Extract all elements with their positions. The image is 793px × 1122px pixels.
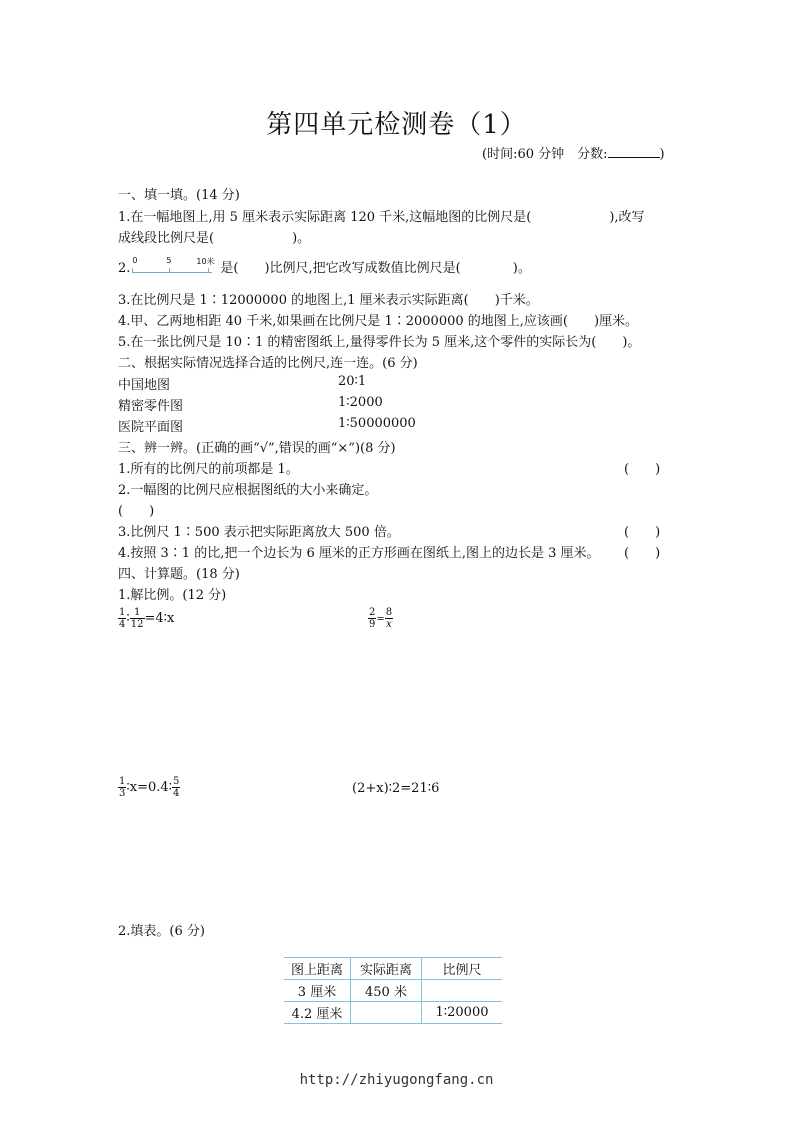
table-cell	[351, 1002, 422, 1024]
table-header-row	[284, 958, 502, 980]
time-label: (时间:60 分钟 分数:	[482, 147, 608, 162]
subsection-fill-table: 2.填表。(6 分)	[118, 924, 205, 939]
table-cell: 1∶20000	[422, 1002, 503, 1024]
judge-3: 3.比例尺 1∶500 表示把实际距离放大 500 倍。	[118, 525, 400, 540]
table-row	[284, 980, 502, 1002]
fraction: $\frac{1}{4}$	[119, 607, 126, 630]
match-left-1: 中国地图	[118, 378, 171, 393]
scale-tick	[132, 268, 133, 272]
section-1-heading: 一、填一填。(14 分)	[118, 188, 240, 203]
match-right-3: 1∶50000000	[338, 416, 416, 431]
judge-1: 1.所有的比例尺的前项都是 1。	[118, 462, 299, 477]
match-left-3: 医院平面图	[118, 420, 184, 435]
question-1-5: 5.在一张比例尺是 10∶1 的精密图纸上,量得零件长为 5 厘米,这个零件的实际长为( )。	[118, 335, 641, 350]
question-1-2-text: 是( )比例尺,把它改写成数值比例尺是( )。	[220, 261, 531, 276]
scale-bar	[132, 272, 212, 273]
judge-2-paren: ( )	[118, 504, 155, 519]
scale-label-0: 0	[132, 255, 138, 265]
match-right-2: 1∶2000	[338, 395, 383, 410]
score-blank	[608, 145, 660, 158]
scale-label-10: 10米	[196, 256, 215, 266]
fraction: $\frac{2}{9}$	[369, 607, 376, 630]
fraction: $\frac{1}{3}$	[119, 776, 126, 799]
question-1-4: 4.甲、乙两地相距 40 千米,如果画在比例尺是 1∶2000000 的地图上,应该画( )厘米。	[118, 314, 639, 329]
scale-table	[284, 957, 502, 1024]
scale-tick	[169, 268, 170, 272]
table-cell	[422, 980, 503, 1002]
subsection-solve-proportion: 1.解比例。(12 分)	[118, 588, 227, 603]
table-header: 实际距离	[351, 958, 422, 980]
match-right-1: 20∶1	[338, 374, 367, 389]
section-2-heading: 二、根据实际情况选择合适的比例尺,连一连。(6 分)	[118, 356, 418, 371]
line-scale	[130, 255, 220, 276]
table-header: 比例尺	[422, 958, 503, 980]
fraction: $\frac{1}{12}$	[130, 607, 144, 630]
time-end: )	[659, 147, 665, 162]
section-3-heading: 三、辨一辨。(正确的画“√”,错误的画“×”)(8 分)	[118, 441, 396, 456]
table-cell: 3 厘米	[284, 980, 351, 1002]
scale-tick	[208, 268, 209, 272]
table-cell: 450 米	[351, 980, 422, 1002]
judge-4-paren: ( )	[624, 546, 661, 561]
equation-3: $\frac{1}{3}$ ∶x=0.4∶ $\frac{5}{4}$	[119, 776, 180, 799]
fraction: $\frac{5}{4}$	[173, 776, 180, 799]
equation-4: (2+x)∶2=21∶6	[352, 781, 440, 796]
judge-1-paren: ( )	[624, 462, 661, 477]
question-1-2-number: 2.	[118, 261, 131, 276]
time-score-line	[482, 143, 665, 162]
equation-2: $\frac{2}{9}$ = $\frac{8}{x}$	[369, 607, 393, 630]
equation-1: $\frac{1}{4}$ ∶ $\frac{1}{12}$ =4∶x	[119, 607, 175, 630]
match-left-2: 精密零件图	[118, 399, 184, 414]
scale-label-5: 5	[166, 255, 172, 265]
table-cell: 4.2 厘米	[284, 1002, 351, 1024]
judge-4: 4.按照 3∶1 的比,把一个边长为 6 厘米的正方形画在图纸上,图上的边长是 3 厘米。	[118, 546, 600, 561]
section-4-heading: 四、计算题。(18 分)	[118, 567, 240, 582]
question-1-1a: 1.在一幅地图上,用 5 厘米表示实际距离 120 千米,这幅地图的比例尺是( ),改写	[118, 210, 645, 225]
question-1-1b: 成线段比例尺是( )。	[118, 231, 311, 246]
page-title: 第四单元检测卷（1）	[266, 110, 527, 140]
question-1-3: 3.在比例尺是 1∶12000000 的地图上,1 厘米表示实际距离( )千米。	[118, 293, 539, 308]
question-1-2	[118, 257, 531, 276]
judge-2: 2.一幅图的比例尺应根据图纸的大小来确定。	[118, 483, 378, 498]
table-row	[284, 1002, 502, 1024]
footer-url: http://zhiyugongfang.cn	[299, 1072, 494, 1088]
table-header: 图上距离	[284, 958, 351, 980]
fraction: $\frac{8}{x}$	[385, 607, 393, 630]
judge-3-paren: ( )	[624, 525, 661, 540]
